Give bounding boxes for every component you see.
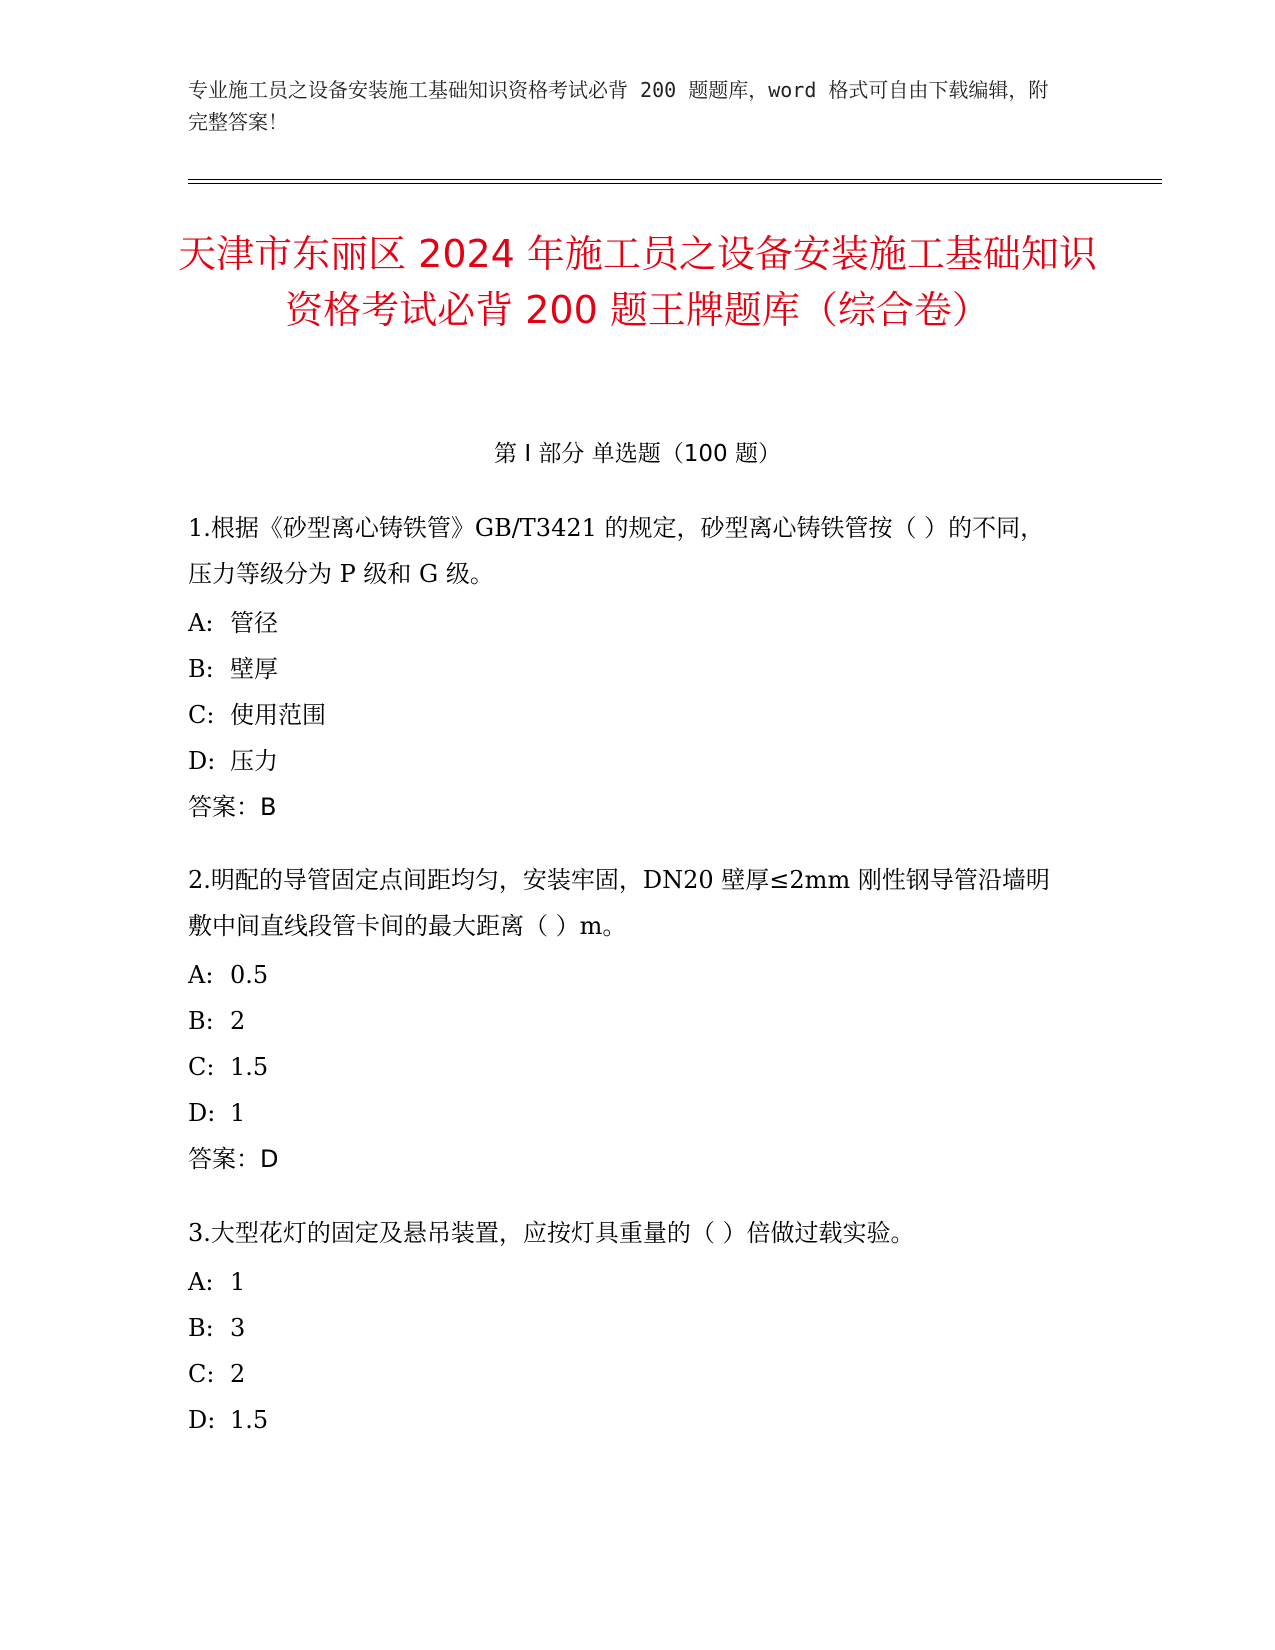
option-c [188,1044,1068,1090]
option-text: 3 [230,1314,246,1342]
section-title: 第 I 部分 单选题（100 题） [494,441,781,467]
option-c [188,692,1068,738]
option-text: 1.5 [230,1406,269,1434]
option-text: 1.5 [230,1053,269,1081]
option-text: 使用范围 [230,701,326,729]
question-2 [188,857,1068,1182]
answer: 答案：B [188,793,277,821]
option-letter: C: [188,701,215,729]
option-letter: C: [188,1053,215,1081]
option-letter: A: [188,609,214,637]
header-divider [188,179,1162,184]
option-d [188,738,1068,784]
question-stem: 3.大型花灯的固定及悬吊装置，应按灯具重量的（ ）倍做过载实验。 [188,1219,915,1247]
option-letter: A: [188,961,214,989]
document-title: 天津市东丽区 2024 年施工员之设备安装施工基础知识资格考试必背 200 题王牌题库（综合卷） [178,232,1097,332]
question-stem: 1.根据《砂型离心铸铁管》GB/T3421 的规定，砂型离心铸铁管按（ ）的不同，压力等级分为 P 级和 G 级。 [188,514,1045,588]
option-letter: C: [188,1360,215,1388]
answer: 答案：D [188,1145,279,1173]
option-letter: B: [188,655,214,683]
option-b [188,998,1068,1044]
option-b [188,1305,1068,1351]
question-stem: 2.明配的导管固定点间距均匀，安装牢固，DN20 壁厚≤2mm 刚性钢导管沿墙明敷中间直线段管卡间的最大距离（ ）m。 [188,866,1050,940]
option-letter: A: [188,1268,214,1296]
option-letter: D: [188,747,216,775]
option-a [188,600,1068,646]
option-text: 壁厚 [230,655,278,683]
option-a [188,952,1068,998]
option-a [188,1259,1068,1305]
question-3 [188,1210,1068,1443]
option-text: 2 [230,1360,246,1388]
option-d [188,1090,1068,1136]
option-text: 管径 [230,609,278,637]
option-letter: D: [188,1406,216,1434]
option-text: 1 [230,1099,246,1127]
option-text: 1 [230,1268,246,1296]
header-note: 专业施工员之设备安装施工基础知识资格考试必背 200 题题库，word 格式可自由下载编辑，附完整答案！ [188,78,1049,134]
option-b [188,646,1068,692]
option-d [188,1397,1068,1443]
option-letter: B: [188,1007,214,1035]
option-text: 压力 [230,747,278,775]
question-1 [188,505,1068,830]
option-text: 2 [230,1007,246,1035]
option-letter: B: [188,1314,214,1342]
option-letter: D: [188,1099,216,1127]
option-c [188,1351,1068,1397]
option-text: 0.5 [230,961,269,989]
